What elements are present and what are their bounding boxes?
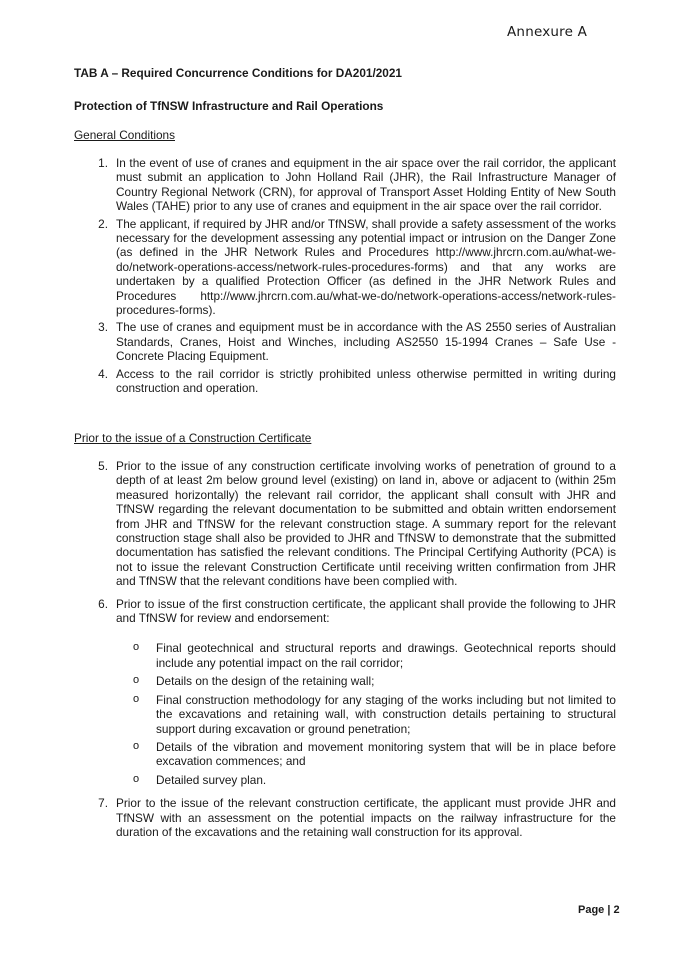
item-number: 4. [98,366,108,381]
construction-certificate-list [90,459,616,839]
condition-item [90,367,616,396]
sub-item [116,773,616,787]
section-title: Protection of TfNSW Infrastructure and Rail Operations [74,99,384,113]
item-text: The use of cranes and equipment must be in accordance with the AS 2550 series of Australian Standards, Cranes, Hoist and Winches, including AS2550 15-1994 Cranes – Safe Use - Concrete Placing Equipment. [116,320,616,364]
item-number: 3. [98,320,108,335]
item-number: 6. [98,596,108,611]
sub-item-text: Details on the design of the retaining wall; [156,674,375,689]
annexure-label: Annexure A [507,24,588,40]
tab-title: TAB A – Required Concurrence Conditions for DA201/2021 [74,66,402,80]
sub-item-text: Details of the vibration and movement monitoring system that will be in place before excavation commences; and [156,739,616,769]
item-text: In the event of use of cranes and equipment in the air space over the rail corridor, the applicant must submit an application to John Holland Rail (JHR), the Rail Infrastructure Manager of Country Regional Network (CRN), for approval of Transport Asset Holding Entity of New South Wales (TAHE) prior to any use of cranes and equipment in the air space over the rail corridor. [116,156,616,214]
item-text: Prior to the issue of the relevant construction certificate, the applicant must provide JHR and TfNSW with an assessment on the potential impacts on the railway infrastructure for the duration of the excavations and the retaining wall construction for its approval. [116,796,616,839]
sub-item [116,674,616,688]
endorsement-sublist [116,641,616,787]
condition-item [90,156,616,214]
sub-item-text: Detailed survey plan. [156,772,267,787]
item-text: The applicant, if required by JHR and/or TfNSW, shall provide a safety assessment of the works necessary for the development assessing any potential impact or intrusion on the Danger Zone (as defined in the JHR Network Rules and Procedures http://www.jhrcrn.com.au/what-we-do/network-operations-access/network-rules-procedures-forms) and that any works are undertaken by a qualified Protection Officer (as defined in the JHR Network Rules and Procedures http://www.jhrcrn.com.au/what-we-do/network-operations-access/network-rules-procedures-forms). [116,216,616,318]
sub-item-text: Final construction methodology for any staging of the works including but not limited to the excavations and retaining wall, with construction details pertaining to structural support during excavation or ground penetration; [156,692,616,736]
sub-item [116,693,616,736]
item-number: 1. [98,156,108,170]
condition-item [90,796,616,839]
sub-item [116,740,616,769]
general-conditions-list [90,156,616,396]
condition-item [90,217,616,318]
bullet-icon: o [133,674,140,687]
bullet-icon: o [133,641,140,654]
item-number: 2. [98,216,108,231]
item-number: 5. [98,459,108,473]
bullet-icon: o [133,772,140,785]
item-text: Access to the rail corridor is strictly prohibited unless otherwise permitted in writing during construction and operation. [116,366,616,396]
sub-item-text: Final geotechnical and structural reports and drawings. Geotechnical reports should include any potential impact on the rail corridor; [156,641,616,670]
bullet-icon: o [133,739,140,752]
sub-item [116,641,616,670]
item-text: Prior to issue of the first construction certificate, the applicant shall provide the following to JHR and TfNSW for review and endorsement: [116,596,616,626]
page-number: Page | 2 [578,904,620,916]
item-number: 7. [98,796,108,811]
condition-item [90,459,616,589]
general-conditions-heading: General Conditions [74,128,175,142]
condition-item [90,597,616,787]
condition-item [90,320,616,363]
construction-certificate-heading: Prior to the issue of a Construction Certificate [74,431,312,445]
bullet-icon: o [133,692,140,705]
item-text: Prior to the issue of any construction certificate involving works of penetration of ground to a depth of at least 2m below ground level (existing) on land in, above or adjacent to (within 25m measured horizontally) the relevant rail corridor, the applicant shall consult with JHR and TfNSW regarding the relevant documentation to be submitted and obtain written endorsement from JHR and TfNSW for the relevant construction stage. A summary report for the relevant construction stage shall also be provided to JHR and TfNSW to demonstrate that the submitted documentation has satisfied the relevant conditions. The Principal Certifying Authority (PCA) is not to issue the relevant Construction Certificate until receiving written confirmation from JHR and TfNSW that the relevant conditions have been complied with. [116,459,616,589]
